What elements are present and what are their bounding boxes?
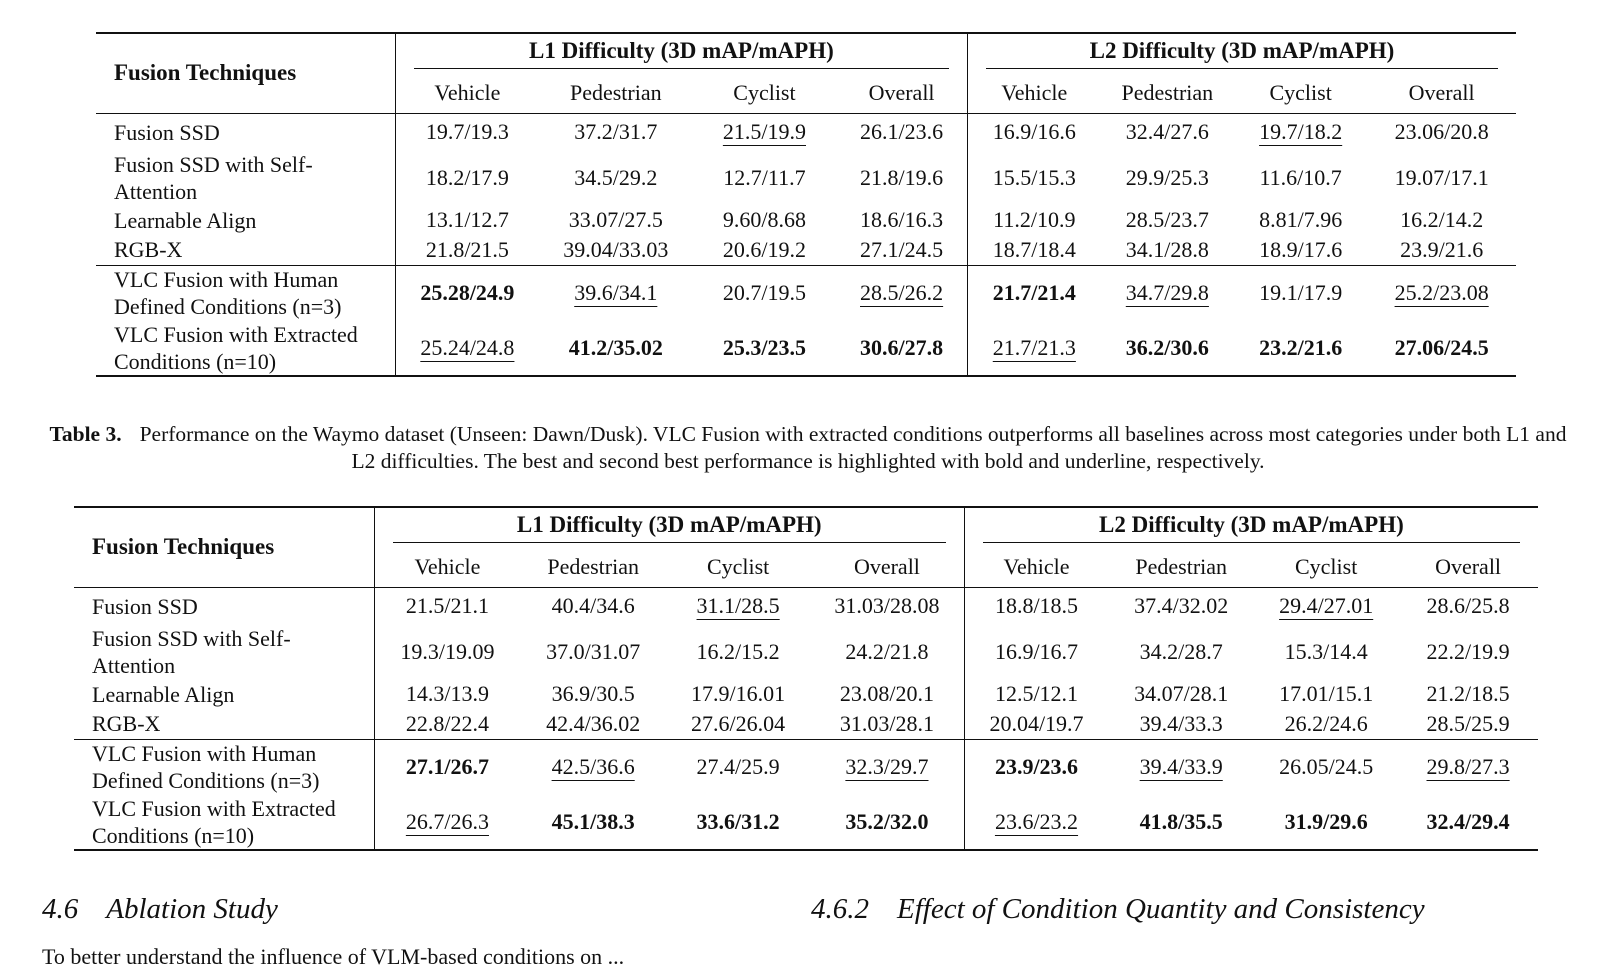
cell-value: 18.7/18.4	[992, 236, 1076, 262]
table-cell	[1108, 587, 1254, 625]
cell-value: 16.9/16.6	[992, 119, 1076, 145]
table-cell	[539, 113, 693, 151]
results-table-1	[96, 32, 1516, 377]
table-cell	[520, 739, 666, 795]
cell-value: 27.06/24.5	[1394, 335, 1489, 360]
subsection-title: Effect of Condition Quantity and Consistency	[897, 893, 1425, 925]
table-row	[74, 795, 1538, 850]
cell-value: 32.3/29.7	[845, 754, 929, 780]
cell-value: 29.4/27.01	[1279, 593, 1374, 619]
cell-value: 34.7/29.8	[1125, 280, 1209, 306]
table-cell	[666, 709, 810, 739]
table-cell	[1254, 709, 1398, 739]
table-cell	[520, 679, 666, 709]
cell-value: 15.5/15.3	[992, 165, 1076, 190]
table-cell	[967, 321, 1100, 376]
cell-value: 24.2/21.8	[845, 639, 929, 664]
table-cell	[1108, 679, 1254, 709]
cell-value: 21.7/21.4	[992, 280, 1076, 306]
fusion-techniques-header: Fusion Techniques	[96, 33, 395, 113]
table-cell	[520, 795, 666, 850]
table-cell	[1254, 739, 1398, 795]
cell-value: 34.1/28.8	[1125, 236, 1209, 262]
table-cell	[1101, 235, 1234, 265]
cell-value: 16.9/16.7	[994, 639, 1079, 664]
row-label: VLC Fusion with Extracted Conditions (n=10)	[74, 795, 374, 850]
table-cell	[810, 587, 964, 625]
cell-value: 39.6/34.1	[574, 280, 658, 306]
cell-value: 31.1/28.5	[696, 593, 780, 619]
table-cell	[1108, 739, 1254, 795]
cell-value: 39.4/33.9	[1139, 754, 1223, 780]
table-cell	[1101, 205, 1234, 235]
header-row-groups	[96, 33, 1516, 73]
table-cell	[1367, 321, 1516, 376]
row-label: Fusion SSD with Self-Attention	[92, 626, 291, 678]
table-caption	[48, 421, 1568, 475]
cell-value: 21.8/19.6	[860, 165, 944, 190]
cell-value: 26.2/24.6	[1284, 710, 1368, 736]
cell-value: 32.4/29.4	[1426, 809, 1510, 834]
row-label: Fusion SSD	[74, 587, 374, 625]
cell-value: 19.07/17.1	[1394, 165, 1489, 190]
table-cell	[395, 113, 539, 151]
cell-value: 17.01/15.1	[1279, 681, 1374, 706]
table-cell	[836, 151, 967, 205]
table-cell	[666, 679, 810, 709]
cell-value: 21.5/19.9	[722, 119, 806, 145]
column-header: Cyclist	[1294, 553, 1358, 579]
cell-value: 21.7/21.3	[992, 335, 1076, 360]
row-label: RGB-X	[114, 237, 183, 263]
cell-value: 39.04/33.03	[563, 236, 669, 262]
cell-value: 15.3/14.4	[1284, 639, 1368, 664]
cell-value: 19.3/19.09	[400, 639, 495, 664]
table-cell	[374, 739, 520, 795]
cell-value: 23.9/23.6	[994, 754, 1079, 780]
cell-value: 25.2/23.08	[1394, 280, 1489, 306]
subsection-number: 4.6.2	[811, 893, 869, 925]
cell-value: 16.2/14.2	[1400, 207, 1484, 232]
cell-value: 27.4/25.9	[696, 754, 780, 780]
cell-value: 11.6/10.7	[1259, 165, 1342, 190]
cell-value: 36.9/30.5	[551, 681, 635, 706]
cell-value: 28.5/23.7	[1125, 207, 1209, 232]
caption-label: Table 3.	[49, 422, 122, 446]
table-row	[96, 151, 1516, 205]
table-cell	[836, 321, 967, 376]
row-label: Fusion SSD	[96, 113, 395, 151]
table-cell	[520, 587, 666, 625]
table-cell	[693, 321, 837, 376]
table-cell	[1254, 679, 1398, 709]
caption-text: Performance on the Waymo dataset (Unseen: Dawn/Dusk). VLC Fusion with extracted conditions outperforms all baselines across most categories under both L1 and L2 difficulties. The best and second best performance is highlighted with bold and underline, respectively.	[139, 422, 1567, 473]
table-cell	[1398, 739, 1538, 795]
table-cell	[1234, 205, 1367, 235]
cell-value: 21.8/21.5	[425, 236, 509, 262]
table-cell	[810, 679, 964, 709]
cell-value: 29.9/25.3	[1125, 165, 1209, 190]
table-cell	[1101, 265, 1234, 321]
column-header: Pedestrian	[1135, 553, 1228, 579]
table-cell	[539, 205, 693, 235]
cell-value: 11.2/10.9	[993, 207, 1076, 232]
table-cell	[967, 235, 1100, 265]
table-cell	[374, 795, 520, 850]
cell-value: 20.7/19.5	[722, 280, 806, 306]
table-cell	[836, 235, 967, 265]
table-cell	[836, 113, 967, 151]
cell-value: 33.07/27.5	[568, 207, 663, 232]
cell-value: 23.08/20.1	[839, 681, 934, 706]
table-cell	[1234, 113, 1367, 151]
column-header: Overall	[853, 553, 920, 579]
cell-value: 34.5/29.2	[574, 165, 658, 190]
cell-value: 26.05/24.5	[1279, 754, 1374, 780]
table-cell	[539, 235, 693, 265]
cell-value: 27.6/26.04	[691, 710, 786, 736]
column-header: Pedestrian	[547, 553, 639, 579]
table-cell	[1398, 795, 1538, 850]
cell-value: 23.9/21.6	[1400, 236, 1484, 262]
table-cell	[964, 739, 1108, 795]
table-row	[96, 235, 1516, 265]
cell-value: 18.6/16.3	[860, 207, 944, 232]
cell-value: 28.6/25.8	[1426, 593, 1510, 619]
table-cell	[1101, 321, 1234, 376]
column-header: Vehicle	[374, 547, 520, 587]
table-cell	[374, 625, 520, 679]
row-label: VLC Fusion with Extracted Conditions (n=10)	[96, 321, 395, 376]
cell-value: 26.1/23.6	[860, 119, 944, 145]
cell-value: 18.2/17.9	[425, 165, 509, 190]
column-header: Vehicle	[967, 73, 1100, 113]
table-cell	[374, 709, 520, 739]
table-row	[74, 739, 1538, 795]
fusion-techniques-header: Fusion Techniques	[74, 507, 374, 587]
table-row	[74, 587, 1538, 625]
table-cell	[1254, 795, 1398, 850]
table-cell	[1367, 151, 1516, 205]
table-cell	[693, 113, 837, 151]
table-cell	[1234, 321, 1367, 376]
cell-value: 23.6/23.2	[994, 809, 1079, 834]
table-cell	[810, 709, 964, 739]
cell-value: 27.1/24.5	[860, 236, 944, 262]
table-cell	[964, 709, 1108, 739]
table-cell	[374, 587, 520, 625]
l2-difficulty-label: L2 Difficulty (3D mAP/mAPH)	[986, 38, 1498, 69]
cell-value: 19.7/18.2	[1259, 119, 1343, 145]
row-label: Learnable Align	[114, 207, 257, 233]
table-cell	[964, 625, 1108, 679]
table-cell	[693, 205, 837, 235]
table-cell	[1101, 113, 1234, 151]
cell-value: 8.81/7.96	[1259, 207, 1343, 232]
table-cell	[1398, 709, 1538, 739]
header-row-groups	[74, 507, 1538, 547]
table-cell	[395, 321, 539, 376]
table-cell	[1254, 625, 1398, 679]
cell-value: 18.8/18.5	[994, 593, 1079, 619]
cell-value: 25.3/23.5	[722, 335, 806, 360]
cell-value: 29.8/27.3	[1426, 754, 1510, 780]
cell-value: 31.03/28.08	[834, 593, 940, 619]
table-cell	[1108, 625, 1254, 679]
column-header: Pedestrian	[1121, 79, 1214, 105]
column-header: Vehicle	[964, 547, 1108, 587]
table-row	[96, 321, 1516, 376]
table-cell	[539, 321, 693, 376]
table-cell	[666, 795, 810, 850]
table-cell	[967, 205, 1100, 235]
table-cell	[964, 679, 1108, 709]
cell-value: 30.6/27.8	[860, 335, 944, 360]
cell-value: 21.5/21.1	[405, 593, 489, 619]
cell-value: 14.3/13.9	[405, 681, 489, 706]
table-row	[96, 113, 1516, 151]
cell-value: 45.1/38.3	[551, 809, 635, 834]
cell-value: 34.07/28.1	[1134, 681, 1229, 706]
section-number: 4.6	[42, 893, 79, 925]
cell-value: 19.7/19.3	[425, 119, 509, 145]
cell-value: 37.4/32.02	[1134, 593, 1229, 619]
cell-value: 20.04/19.7	[989, 710, 1084, 736]
table-cell	[693, 235, 837, 265]
row-label: Learnable Align	[92, 681, 235, 707]
column-header: Pedestrian	[569, 79, 662, 105]
cell-value: 25.28/24.9	[420, 280, 515, 306]
l2-difficulty-label: L2 Difficulty (3D mAP/mAPH)	[983, 512, 1520, 543]
cell-value: 37.2/31.7	[574, 119, 658, 145]
cell-value: 28.5/25.9	[1426, 710, 1510, 736]
table-cell	[1234, 151, 1367, 205]
section-title: Ablation Study	[106, 893, 278, 925]
table-cell	[810, 795, 964, 850]
cell-value: 19.1/17.9	[1259, 280, 1343, 306]
table-row	[74, 709, 1538, 739]
table-cell	[666, 587, 810, 625]
cell-value: 16.2/15.2	[696, 639, 780, 664]
table-cell	[539, 265, 693, 321]
table-cell	[1108, 709, 1254, 739]
table-cell	[1234, 265, 1367, 321]
l2-difficulty-header	[967, 33, 1516, 73]
cell-value: 26.7/26.3	[405, 809, 489, 834]
cell-value: 32.4/27.6	[1125, 119, 1209, 145]
table-cell	[1101, 151, 1234, 205]
table-cell	[964, 795, 1108, 850]
table-cell	[1367, 113, 1516, 151]
table-cell	[836, 265, 967, 321]
body-text-cut-off: To better understand the influence of VLM-based conditions on ...	[42, 944, 625, 969]
cell-value: 12.7/11.7	[723, 165, 806, 190]
table-cell	[693, 265, 837, 321]
table-cell	[395, 265, 539, 321]
row-label: VLC Fusion with Human Defined Conditions (n=3)	[96, 265, 395, 321]
table-cell	[1108, 795, 1254, 850]
cell-value: 20.6/19.2	[722, 236, 806, 262]
table-row	[96, 265, 1516, 321]
cell-value: 18.9/17.6	[1259, 236, 1343, 262]
cell-value: 35.2/32.0	[845, 809, 929, 834]
column-header: Cyclist	[1269, 79, 1332, 105]
cell-value: 25.24/24.8	[420, 335, 515, 360]
cell-value: 22.8/22.4	[405, 710, 489, 736]
table-cell	[666, 625, 810, 679]
section-heading-ablation	[42, 893, 278, 926]
cell-value: 28.5/26.2	[860, 280, 944, 306]
column-header: Vehicle	[395, 73, 539, 113]
cell-value: 41.2/35.02	[568, 335, 663, 360]
table-cell	[374, 679, 520, 709]
table-cell	[964, 587, 1108, 625]
table-cell	[1367, 265, 1516, 321]
l1-difficulty-header	[395, 33, 967, 73]
table-row	[74, 625, 1538, 679]
table-cell	[1234, 235, 1367, 265]
table-cell	[395, 151, 539, 205]
row-label: VLC Fusion with Human Defined Conditions (n=3)	[74, 739, 374, 795]
table-cell	[395, 235, 539, 265]
l1-difficulty-header	[374, 507, 964, 547]
table-cell	[1367, 235, 1516, 265]
cell-value: 42.4/36.02	[546, 710, 641, 736]
cell-value: 23.2/21.6	[1259, 335, 1343, 360]
table-cell	[836, 205, 967, 235]
column-header: Overall	[1435, 553, 1502, 579]
subsection-heading-condition-quantity	[811, 893, 1425, 926]
results-table-2	[74, 506, 1538, 851]
table-cell	[967, 265, 1100, 321]
table-cell	[1254, 587, 1398, 625]
cell-value: 34.2/28.7	[1139, 639, 1223, 664]
cell-value: 17.9/16.01	[691, 681, 786, 706]
column-header: Cyclist	[733, 79, 796, 105]
cell-value: 40.4/34.6	[551, 593, 635, 619]
cell-value: 33.6/31.2	[696, 809, 780, 834]
column-header: Cyclist	[706, 553, 770, 579]
cell-value: 23.06/20.8	[1394, 119, 1489, 145]
table-cell	[1398, 587, 1538, 625]
cell-value: 21.2/18.5	[1426, 681, 1510, 706]
table-cell	[539, 151, 693, 205]
cell-value: 12.5/12.1	[994, 681, 1079, 706]
table-cell	[520, 709, 666, 739]
table-row	[96, 205, 1516, 235]
cell-value: 39.4/33.3	[1139, 710, 1223, 736]
table-cell	[1398, 679, 1538, 709]
table-row	[74, 679, 1538, 709]
cell-value: 31.03/28.1	[839, 710, 934, 736]
cell-value: 9.60/8.68	[722, 207, 806, 232]
cell-value: 13.1/12.7	[425, 207, 509, 232]
cell-value: 37.0/31.07	[546, 639, 641, 664]
cell-value: 22.2/19.9	[1426, 639, 1510, 664]
cell-value: 42.5/36.6	[551, 754, 635, 780]
table-cell	[666, 739, 810, 795]
table-cell	[967, 113, 1100, 151]
table-cell	[520, 625, 666, 679]
table-cell	[810, 625, 964, 679]
column-header: Overall	[1408, 79, 1475, 105]
l1-difficulty-label: L1 Difficulty (3D mAP/mAPH)	[393, 512, 946, 543]
row-label: Fusion SSD with Self-Attention	[114, 152, 313, 204]
column-header: Overall	[868, 79, 935, 105]
cell-value: 31.9/29.6	[1284, 809, 1368, 834]
table-cell	[967, 151, 1100, 205]
table-cell	[1398, 625, 1538, 679]
cell-value: 41.8/35.5	[1139, 809, 1223, 834]
l1-difficulty-label: L1 Difficulty (3D mAP/mAPH)	[414, 38, 949, 69]
table-cell	[1367, 205, 1516, 235]
table-cell	[693, 151, 837, 205]
table-cell	[810, 739, 964, 795]
row-label: RGB-X	[92, 711, 161, 737]
table-cell	[395, 205, 539, 235]
cell-value: 27.1/26.7	[405, 754, 489, 780]
l2-difficulty-header	[964, 507, 1538, 547]
cell-value: 36.2/30.6	[1125, 335, 1209, 360]
